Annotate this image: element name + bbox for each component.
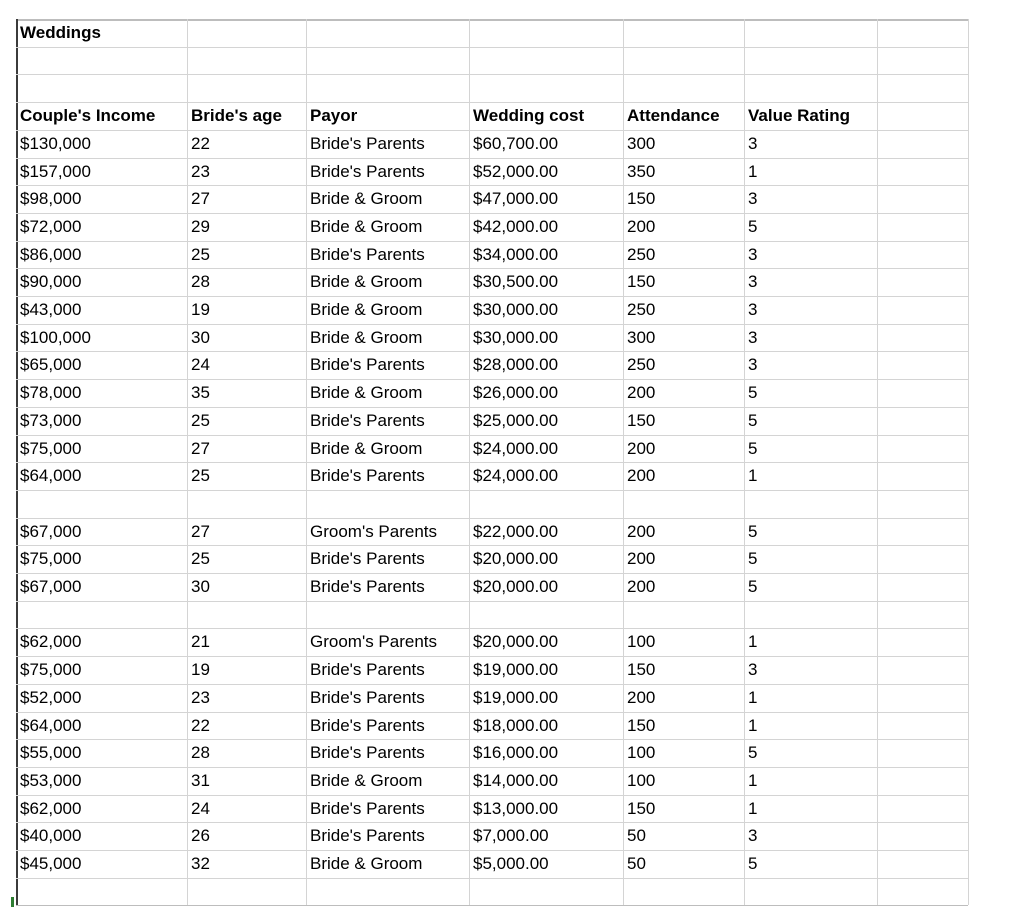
cell-wedding-cost[interactable]: $5,000.00 [473,854,549,873]
cell-value-rating[interactable]: 3 [748,189,758,208]
cell-brides-age[interactable]: 25 [191,245,210,264]
cell-wedding-cost[interactable]: $20,000.00 [473,577,559,596]
cell-payor[interactable]: Bride & Groom [310,272,423,291]
cell-value-rating[interactable]: 3 [748,300,758,319]
cell-wedding-cost[interactable]: $34,000.00 [473,245,559,264]
cell-value-rating[interactable]: 1 [748,771,758,790]
cell-attendance[interactable]: 200 [627,688,656,707]
cell-payor[interactable]: Bride's Parents [310,355,425,374]
cell-value-rating[interactable]: 1 [748,632,758,651]
cell-value-rating[interactable]: 5 [748,217,758,236]
cell-attendance[interactable]: 150 [627,189,656,208]
cell-payor[interactable]: Bride & Groom [310,771,423,790]
cell-value-rating[interactable]: 3 [748,245,758,264]
cell-value-rating[interactable]: 1 [748,688,758,707]
cell-attendance[interactable]: 50 [627,854,646,873]
cell-value-rating[interactable]: 5 [748,854,758,873]
cell-attendance[interactable]: 350 [627,162,656,181]
cell-income[interactable]: $75,000 [20,549,82,568]
cell-income[interactable]: $62,000 [20,799,82,818]
cell-payor[interactable]: Bride & Groom [310,439,423,458]
cell-brides-age[interactable]: 30 [191,577,210,596]
cell-income[interactable]: $100,000 [20,328,91,347]
selection-marker [11,897,14,907]
cell-income[interactable]: $67,000 [20,577,82,596]
cell-payor[interactable]: Bride's Parents [310,411,425,430]
cell-value-rating[interactable]: 3 [748,826,758,845]
cell-payor[interactable]: Bride's Parents [310,466,425,485]
cell-payor[interactable]: Bride's Parents [310,162,425,181]
cell-income[interactable]: $73,000 [20,411,82,430]
cell-income[interactable]: $67,000 [20,522,82,541]
cell-wedding-cost[interactable]: $30,500.00 [473,272,559,291]
row-divider [16,601,968,602]
cell-wedding-cost[interactable]: $7,000.00 [473,826,549,845]
cell-wedding-cost[interactable]: $20,000.00 [473,632,559,651]
header-attendance[interactable]: Attendance [627,106,720,125]
header-value-rating[interactable]: Value Rating [748,106,851,125]
cell-attendance[interactable]: 200 [627,577,656,596]
cell-payor[interactable]: Bride & Groom [310,854,423,873]
cell-wedding-cost[interactable]: $42,000.00 [473,217,559,236]
cell-attendance[interactable]: 200 [627,383,656,402]
cell-payor[interactable]: Bride's Parents [310,577,425,596]
cell-value-rating[interactable]: 3 [748,355,758,374]
cell-value-rating[interactable]: 3 [748,660,758,679]
cell-income[interactable]: $65,000 [20,355,82,374]
row-divider [16,490,968,491]
cell-brides-age[interactable]: 23 [191,688,210,707]
header-income[interactable]: Couple's Income [20,106,156,125]
cell-payor[interactable]: Bride's Parents [310,826,425,845]
cell-value-rating[interactable]: 3 [748,328,758,347]
cell-income[interactable]: $78,000 [20,383,82,402]
cell-brides-age[interactable]: 23 [191,162,210,181]
cell-income[interactable]: $72,000 [20,217,82,236]
cell-wedding-cost[interactable]: $19,000.00 [473,660,559,679]
cell-payor[interactable]: Bride's Parents [310,688,425,707]
cell-payor[interactable]: Bride & Groom [310,383,423,402]
cell-income[interactable]: $86,000 [20,245,82,264]
cell-attendance[interactable]: 150 [627,799,656,818]
cell-value-rating[interactable]: 5 [748,383,758,402]
cell-payor[interactable]: Bride's Parents [310,743,425,762]
cell-attendance[interactable]: 200 [627,439,656,458]
cell-value-rating[interactable]: 5 [748,577,758,596]
cell-payor[interactable]: Bride & Groom [310,300,423,319]
row-divider [16,47,968,48]
cell-brides-age[interactable]: 24 [191,355,210,374]
cell-brides-age[interactable]: 28 [191,272,210,291]
cell-payor[interactable]: Bride & Groom [310,189,423,208]
cell-attendance[interactable]: 150 [627,411,656,430]
cell-attendance[interactable]: 300 [627,134,656,153]
cell-attendance[interactable]: 250 [627,300,656,319]
cell-income[interactable]: $40,000 [20,826,82,845]
cell-brides-age[interactable]: 28 [191,743,210,762]
cell-payor[interactable]: Groom's Parents [310,522,438,541]
cell-attendance[interactable]: 100 [627,743,656,762]
cell-wedding-cost[interactable]: $60,700.00 [473,134,559,153]
cell-value-rating[interactable]: 5 [748,522,758,541]
cell-brides-age[interactable]: 27 [191,189,210,208]
cell-brides-age[interactable]: 22 [191,134,210,153]
cell-brides-age[interactable]: 19 [191,660,210,679]
cell-brides-age[interactable]: 22 [191,716,210,735]
cell-wedding-cost[interactable]: $24,000.00 [473,439,559,458]
header-wedding-cost[interactable]: Wedding cost [473,106,585,125]
cell-income[interactable]: $43,000 [20,300,82,319]
cell-income[interactable]: $64,000 [20,466,82,485]
cell-brides-age[interactable]: 27 [191,522,210,541]
cell-payor[interactable]: Bride's Parents [310,245,425,264]
cell-wedding-cost[interactable]: $52,000.00 [473,162,559,181]
cell-value-rating[interactable]: 3 [748,272,758,291]
cell-wedding-cost[interactable]: $30,000.00 [473,328,559,347]
cell-brides-age[interactable]: 21 [191,632,210,651]
cell-brides-age[interactable]: 32 [191,854,210,873]
cell-payor[interactable]: Bride & Groom [310,328,423,347]
cell-payor[interactable]: Bride's Parents [310,716,425,735]
cell-income[interactable]: $130,000 [20,134,91,153]
cell-brides-age[interactable]: 25 [191,549,210,568]
cell-attendance[interactable]: 250 [627,245,656,264]
cell-attendance[interactable]: 200 [627,549,656,568]
column-divider [968,19,969,905]
cell-payor[interactable]: Bride & Groom [310,217,423,236]
cell-payor[interactable]: Bride's Parents [310,549,425,568]
cell-attendance[interactable]: 150 [627,660,656,679]
cell-brides-age[interactable]: 29 [191,217,210,236]
cell-brides-age[interactable]: 25 [191,411,210,430]
cell-wedding-cost[interactable]: $16,000.00 [473,743,559,762]
cell-value-rating[interactable]: 1 [748,162,758,181]
grid-bottom-border [16,905,968,906]
cell-income[interactable]: $53,000 [20,771,82,790]
cell-wedding-cost[interactable]: $47,000.00 [473,189,559,208]
cell-income[interactable]: $45,000 [20,854,82,873]
header-brides-age[interactable]: Bride's age [191,106,282,125]
cell-payor[interactable]: Bride's Parents [310,134,425,153]
cell-wedding-cost[interactable]: $26,000.00 [473,383,559,402]
row-divider [16,878,968,879]
cell-value-rating[interactable]: 5 [748,549,758,568]
spreadsheet-grid[interactable] [16,19,968,905]
cell-value-rating[interactable]: 1 [748,466,758,485]
cell-attendance[interactable]: 200 [627,466,656,485]
cell-attendance[interactable]: 100 [627,771,656,790]
cell-wedding-cost[interactable]: $13,000.00 [473,799,559,818]
cell-attendance[interactable]: 200 [627,217,656,236]
cell-brides-age[interactable]: 30 [191,328,210,347]
cell-value-rating[interactable]: 3 [748,134,758,153]
cell-wedding-cost[interactable]: $19,000.00 [473,688,559,707]
cell-wedding-cost[interactable]: $24,000.00 [473,466,559,485]
cell-wedding-cost[interactable]: $28,000.00 [473,355,559,374]
cell-value-rating[interactable]: 5 [748,411,758,430]
cell-income[interactable]: $55,000 [20,743,82,762]
cell-attendance[interactable]: 200 [627,522,656,541]
cell-wedding-cost[interactable]: $25,000.00 [473,411,559,430]
cell-income[interactable]: $64,000 [20,716,82,735]
cell-payor[interactable]: Bride's Parents [310,660,425,679]
cell-wedding-cost[interactable]: $20,000.00 [473,549,559,568]
cell-income[interactable]: $75,000 [20,439,82,458]
cell-income[interactable]: $62,000 [20,632,82,651]
cell-brides-age[interactable]: 25 [191,466,210,485]
cell-value-rating[interactable]: 5 [748,743,758,762]
cell-payor[interactable]: Bride's Parents [310,799,425,818]
cell-wedding-cost[interactable]: $18,000.00 [473,716,559,735]
cell-value-rating[interactable]: 5 [748,439,758,458]
cell-brides-age[interactable]: 27 [191,439,210,458]
cell-wedding-cost[interactable]: $22,000.00 [473,522,559,541]
cell-wedding-cost[interactable]: $14,000.00 [473,771,559,790]
cell-income[interactable]: $90,000 [20,272,82,291]
cell-income[interactable]: $52,000 [20,688,82,707]
cell-income[interactable]: $157,000 [20,162,91,181]
cell-brides-age[interactable]: 35 [191,383,210,402]
header-payor[interactable]: Payor [310,106,358,125]
cell-brides-age[interactable]: 26 [191,826,210,845]
cell-brides-age[interactable]: 31 [191,771,210,790]
sheet-title-cell[interactable]: Weddings [20,23,101,42]
cell-income[interactable]: $75,000 [20,660,82,679]
cell-attendance[interactable]: 100 [627,632,656,651]
cell-income[interactable]: $98,000 [20,189,82,208]
cell-attendance[interactable]: 150 [627,716,656,735]
row-divider [16,74,968,75]
cell-attendance[interactable]: 50 [627,826,646,845]
cell-wedding-cost[interactable]: $30,000.00 [473,300,559,319]
cell-value-rating[interactable]: 1 [748,799,758,818]
cell-brides-age[interactable]: 19 [191,300,210,319]
cell-attendance[interactable]: 300 [627,328,656,347]
cell-payor[interactable]: Groom's Parents [310,632,438,651]
cell-attendance[interactable]: 250 [627,355,656,374]
cell-attendance[interactable]: 150 [627,272,656,291]
cell-brides-age[interactable]: 24 [191,799,210,818]
cell-value-rating[interactable]: 1 [748,716,758,735]
